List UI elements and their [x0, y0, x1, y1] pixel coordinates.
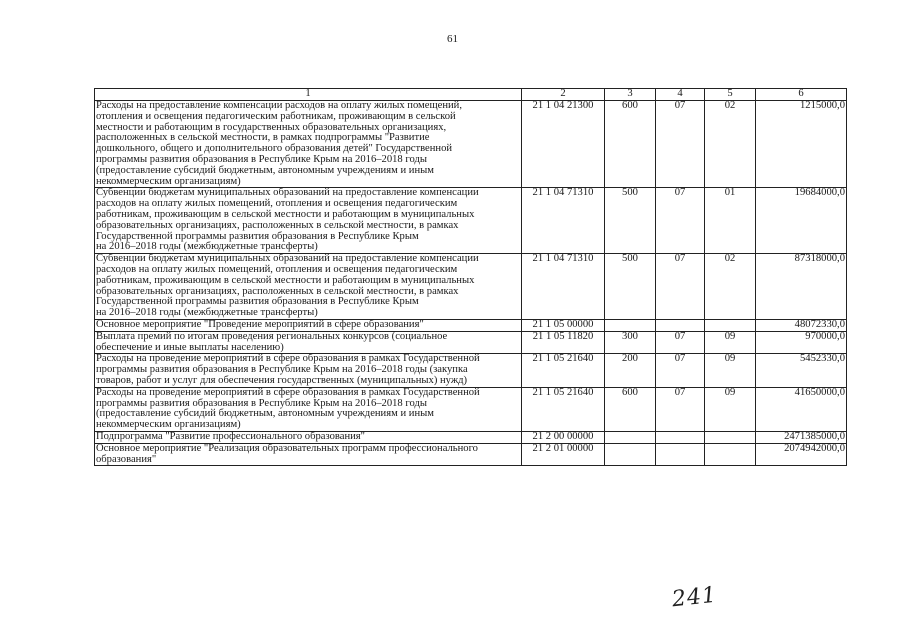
row-expense-type [605, 431, 656, 443]
row-subsection: 01 [705, 188, 756, 254]
row-amount: 41650000,0 [756, 387, 847, 431]
table-row [95, 254, 847, 320]
description-line: Расходы на проведение мероприятий в сфере образования в рамках Государственной [96, 386, 480, 398]
description-line: работникам, проживающим в сельской местности и работающим в муниципальных [96, 274, 475, 286]
row-section: 07 [656, 331, 705, 354]
description-line: Субвенции бюджетам муниципальных образований на предоставление компенсации [96, 253, 479, 265]
description-line: расходов на оплату жилых помещений, отопления и освещения педагогическим [96, 198, 458, 210]
table-row [95, 101, 847, 188]
row-code: 21 1 04 21300 [522, 101, 605, 188]
row-section: 07 [656, 387, 705, 431]
description-line: местности и работающим в государственных образовательных организациях, [96, 121, 447, 133]
table-body [95, 101, 847, 466]
description-line: обеспечение и иные выплаты населению) [96, 341, 284, 353]
description-line: Государственной программы развития образования в Республике Крым [96, 230, 419, 242]
description-line: дошкольного, общего и дополнительного образования детей" Государственной [96, 143, 453, 155]
row-code: 21 1 05 21640 [522, 354, 605, 387]
row-section [656, 319, 705, 331]
row-code: 21 1 05 00000 [522, 319, 605, 331]
row-code: 21 1 04 71310 [522, 188, 605, 254]
row-description [95, 319, 522, 331]
row-expense-type: 200 [605, 354, 656, 387]
row-amount: 87318000,0 [756, 254, 847, 320]
row-expense-type: 300 [605, 331, 656, 354]
row-section: 07 [656, 101, 705, 188]
description-line: расходов на оплату жилых помещений, отопления и освещения педагогическим [96, 263, 458, 275]
row-code: 21 1 04 71310 [522, 254, 605, 320]
row-code: 21 2 00 00000 [522, 431, 605, 443]
budget-table [94, 88, 847, 466]
row-section: 07 [656, 254, 705, 320]
table-row [95, 443, 847, 466]
row-expense-type: 600 [605, 101, 656, 188]
description-line: образования" [96, 453, 157, 465]
row-subsection: 02 [705, 101, 756, 188]
row-subsection: 02 [705, 254, 756, 320]
row-expense-type: 500 [605, 188, 656, 254]
row-subsection: 09 [705, 354, 756, 387]
table-row [95, 319, 847, 331]
row-description [95, 101, 522, 188]
row-expense-type [605, 319, 656, 331]
description-line: Расходы на предоставление компенсации расходов на оплату жилых помещений, [96, 100, 462, 111]
page-number: 61 [447, 33, 458, 45]
description-line: Основное мероприятие "Реализация образовательных программ профессионального [96, 442, 478, 454]
description-line: работникам, проживающим в сельской местности и работающим в муниципальных [96, 208, 475, 220]
description-line: (предоставление субсидий бюджетным, автономным учреждениям и иным [96, 408, 434, 420]
header-col-5: 5 [705, 89, 756, 101]
table-row [95, 431, 847, 443]
row-amount: 19684000,0 [756, 188, 847, 254]
row-description [95, 354, 522, 387]
table-row [95, 387, 847, 431]
row-expense-type: 500 [605, 254, 656, 320]
description-line: образовательных организациях, расположенных в сельской местности, в рамках [96, 219, 459, 231]
description-line: программы развития образования в Республике Крым на 2016–2018 годы [96, 153, 427, 165]
row-section: 07 [656, 188, 705, 254]
table-row [95, 188, 847, 254]
row-section [656, 443, 705, 466]
table-header-row [95, 89, 847, 101]
table-row [95, 354, 847, 387]
row-description [95, 431, 522, 443]
handwritten-page-note: 241 [670, 582, 719, 613]
row-subsection: 09 [705, 387, 756, 431]
description-line: Государственной программы развития образования в Республике Крым [96, 296, 419, 308]
row-section: 07 [656, 354, 705, 387]
row-subsection: 09 [705, 331, 756, 354]
description-line: товаров, работ и услуг для обеспечения государственных (муниципальных) нужд) [96, 374, 468, 386]
row-amount: 970000,0 [756, 331, 847, 354]
row-code: 21 1 05 11820 [522, 331, 605, 354]
row-description [95, 387, 522, 431]
row-description [95, 254, 522, 320]
description-line: образовательных организациях, расположенных в сельской местности, в рамках [96, 285, 459, 297]
row-subsection [705, 431, 756, 443]
row-expense-type [605, 443, 656, 466]
description-line: расположенных в сельской местности, в рамках подпрограммы "Развитие [96, 132, 430, 144]
row-amount: 2074942000,0 [756, 443, 847, 466]
row-description [95, 331, 522, 354]
row-section [656, 431, 705, 443]
description-line: на 2016–2018 годы (межбюджетные трансферты) [96, 241, 318, 253]
description-line: программы развития образования в Республике Крым на 2016–2018 годы (закупка [96, 364, 468, 376]
header-col-3: 3 [605, 89, 656, 101]
description-line: Подпрограмма "Развитие профессионального образования" [96, 430, 365, 442]
row-subsection [705, 319, 756, 331]
row-expense-type: 600 [605, 387, 656, 431]
row-description [95, 443, 522, 466]
row-amount: 1215000,0 [756, 101, 847, 188]
description-line: (предоставление субсидий бюджетным, автономным учреждениям и иным [96, 164, 434, 176]
description-line: Выплата премий по итогам проведения региональных конкурсов (социальное [96, 330, 448, 342]
description-line: Расходы на проведение мероприятий в сфере образования в рамках Государственной [96, 353, 480, 365]
description-line: Основное мероприятие "Проведение мероприятий в сфере образования" [96, 318, 424, 330]
description-line: на 2016–2018 годы (межбюджетные трансферты) [96, 307, 318, 319]
description-line: некоммерческим организациям) [96, 419, 241, 431]
description-line: отопления и освещения педагогическим работникам, проживающим в сельской [96, 110, 456, 122]
header-col-4: 4 [656, 89, 705, 101]
row-subsection [705, 443, 756, 466]
row-description [95, 188, 522, 254]
row-code: 21 2 01 00000 [522, 443, 605, 466]
header-col-6: 6 [756, 89, 847, 101]
row-amount: 5452330,0 [756, 354, 847, 387]
header-col-1: 1 [95, 89, 522, 101]
table-row [95, 331, 847, 354]
header-col-2: 2 [522, 89, 605, 101]
row-amount: 48072330,0 [756, 319, 847, 331]
description-line: программы развития образования в Республике Крым на 2016–2018 годы [96, 397, 427, 409]
row-code: 21 1 05 21640 [522, 387, 605, 431]
row-amount: 2471385000,0 [756, 431, 847, 443]
description-line: некоммерческим организациям) [96, 175, 241, 187]
description-line: Субвенции бюджетам муниципальных образований на предоставление компенсации [96, 187, 479, 199]
